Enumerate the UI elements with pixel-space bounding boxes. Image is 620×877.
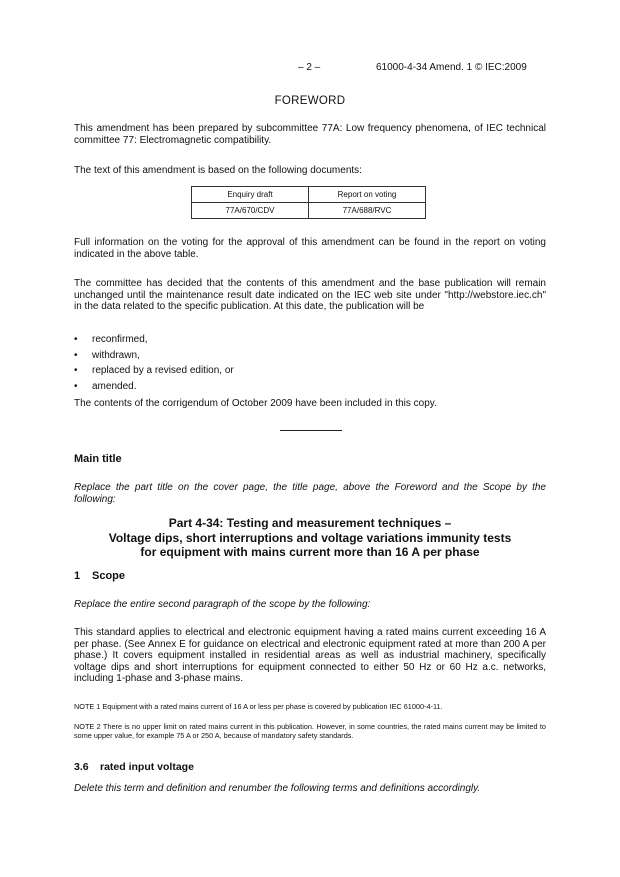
bullet-icon: •	[74, 334, 78, 345]
committee-decision: The committee has decided that the contents of this amendment and the base publication will remain unchanged until the maintenance result date indicated on the IEC web site under "http://webstore.iec.ch" in the data related to the specific publication. At this date, the publication will be	[74, 278, 546, 313]
list-item-text: replaced by a revised edition, or	[92, 365, 234, 376]
scope-instruction: Replace the entire second paragraph of the scope by the following:	[74, 599, 371, 610]
scope-text: This standard applies to electrical and electronic equipment having a rated mains current exceeding 16 A per phase. (See Annex E for guidance on electrical and electronic equipment rated at more than 200 A per phase.) It covers equipment installed in residential areas as well as industrial machinery, specifically voltage dips and short interruptions for equipment connected to either 50 Hz or 60 Hz a.c. networks, including 1-phase and 3-phase mains.	[74, 627, 546, 685]
list-item	[74, 365, 546, 381]
table-row	[192, 203, 426, 219]
title-line: Part 4-34: Testing and measurement techniques –	[168, 516, 452, 530]
document-reference: 61000-4-34 Amend. 1 © IEC:2009	[376, 62, 527, 73]
section-title: Scope	[92, 570, 126, 582]
main-title-heading: Main title	[74, 453, 122, 465]
title-line: Voltage dips, short interruptions and voltage variations immunity tests	[108, 530, 512, 545]
new-part-title	[60, 516, 560, 560]
voting-info: Full information on the voting for the approval of this amendment can be found in the report on voting indicated in the above table.	[74, 237, 546, 260]
list-item-text: amended.	[92, 380, 137, 392]
bullet-icon: •	[74, 365, 78, 376]
section-number: 3.6	[74, 761, 89, 773]
main-title-instruction: Replace the part title on the cover page, the title page, above the Foreword and the Scope by the following:	[74, 482, 546, 505]
list-item	[74, 350, 546, 366]
list-item	[74, 334, 546, 350]
table-cell: 77A/688/RVC	[309, 203, 426, 219]
section-divider	[280, 430, 342, 431]
list-item-text: withdrawn,	[92, 349, 140, 361]
scope-heading	[74, 570, 125, 582]
bullet-icon: •	[74, 380, 78, 392]
documents-intro: The text of this amendment is based on the following documents:	[74, 165, 362, 176]
bullet-icon: •	[74, 349, 78, 361]
foreword-title: FOREWORD	[274, 95, 346, 107]
list-item	[74, 381, 546, 397]
table-cell: 77A/670/CDV	[192, 203, 309, 219]
section-title: rated input voltage	[100, 761, 194, 773]
table-header-cell: Report on voting	[309, 187, 426, 203]
section-3-6-heading	[74, 761, 194, 773]
title-line: for equipment with mains current more than 16 A per phase	[140, 545, 480, 559]
publication-options-list	[74, 334, 546, 396]
section-number: 1	[74, 570, 81, 582]
page-number: – 2 –	[298, 62, 321, 73]
table-header-cell: Enquiry draft	[192, 187, 309, 203]
section-3-6-instruction: Delete this term and definition and renumber the following terms and definitions accordingly.	[74, 783, 481, 794]
corrigendum-note: The contents of the corrigendum of October 2009 have been included in this copy.	[74, 398, 437, 409]
voting-documents-table	[191, 186, 426, 219]
table-header-row	[192, 187, 426, 203]
note-1: NOTE 1 Equipment with a rated mains current of 16 A or less per phase is covered by publication IEC 61000-4-11.	[74, 702, 443, 711]
foreword-intro: This amendment has been prepared by subcommittee 77A: Low frequency phenomena, of IEC technical committee 77: Electromagnetic compatibility.	[74, 123, 546, 146]
note-2: NOTE 2 There is no upper limit on rated mains current in this publication. However, in some countries, the rated mains current may be limited to some upper value, for example 75 A or 250 A, because of mandatory safety standards.	[74, 722, 546, 740]
list-item-text: reconfirmed,	[92, 334, 148, 345]
